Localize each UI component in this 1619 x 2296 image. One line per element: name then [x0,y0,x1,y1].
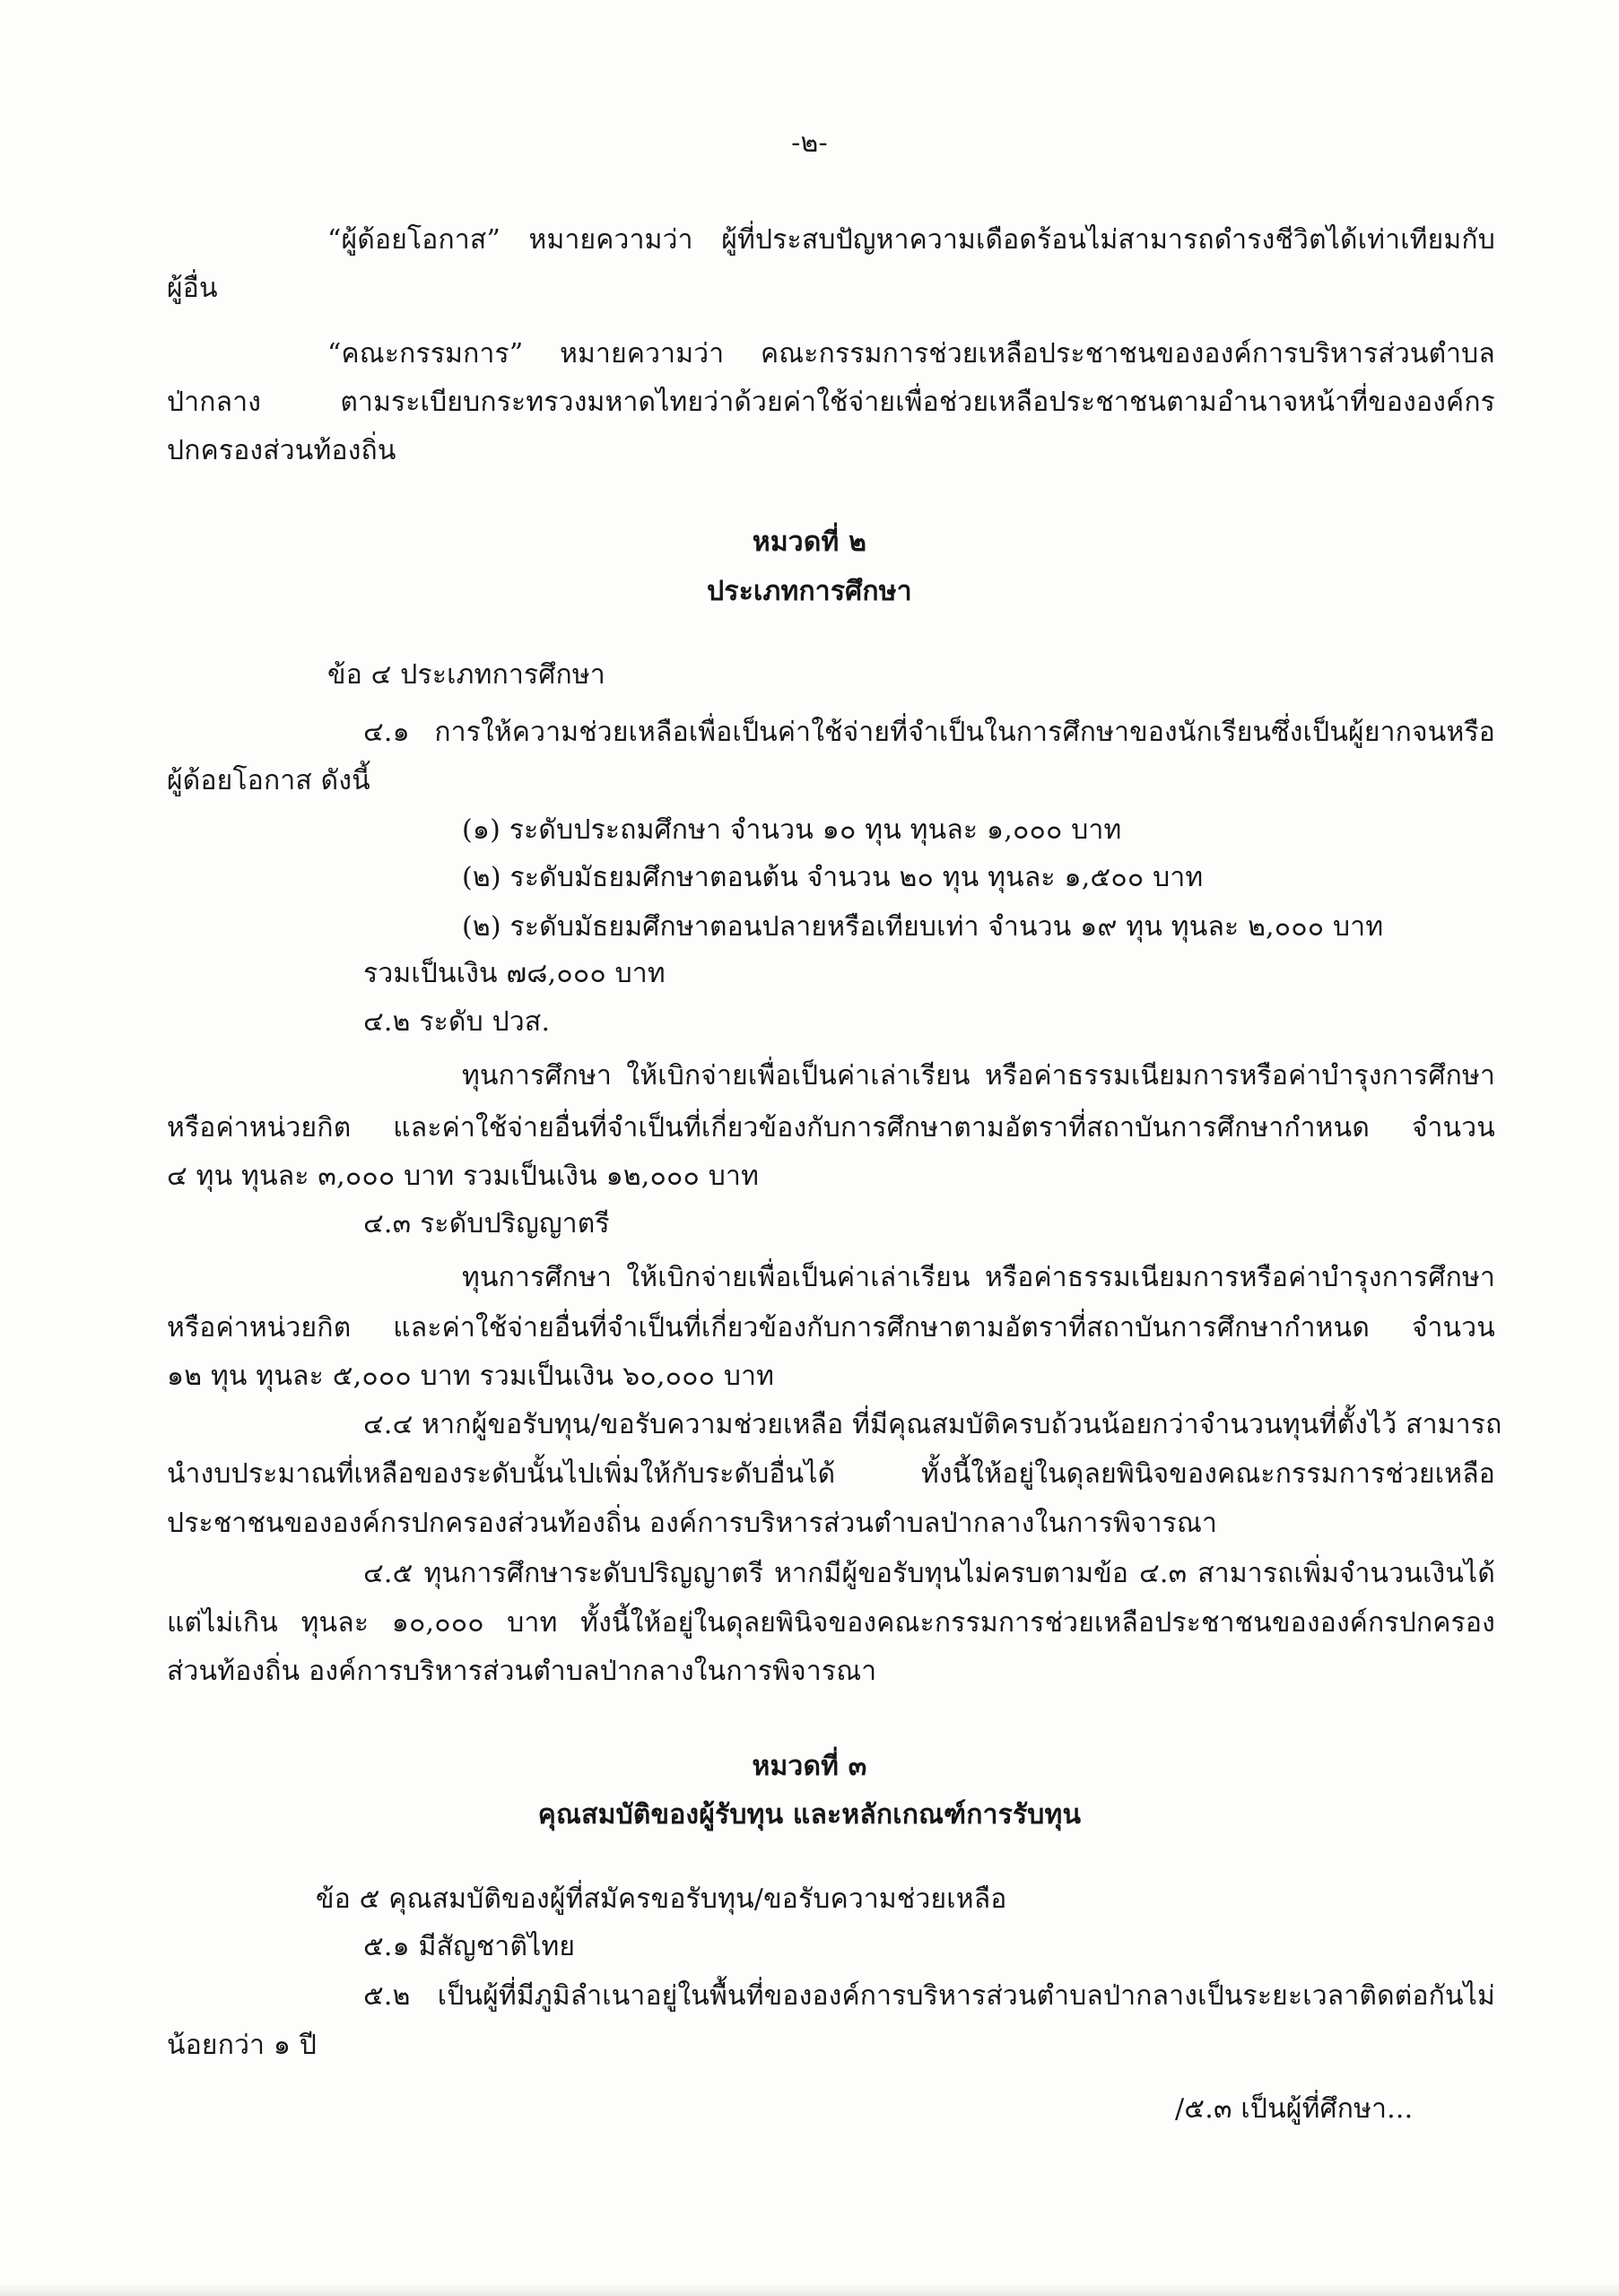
clause4-5-line3: ส่วนท้องถิ่น องค์การบริหารส่วนตำบลป่ากลางในการพิจารณา [167,1656,877,1687]
clause4-3-line1: ทุนการศึกษา ให้เบิกจ่ายเพื่อเป็นค่าเล่าเรียน หรือค่าธรรมเนียมการหรือค่าบำรุงการศึกษา [462,1262,1495,1293]
clause5-1: ๕.๑ มีสัญชาติไทย [363,1931,576,1962]
clause4-1-item: (๑) ระดับประถมศึกษา จำนวน ๑๐ ทุน ทุนละ ๑,๐๐๐ บาท [462,814,1122,846]
clause4-2-line3: ๔ ทุน ทุนละ ๓,๐๐๐ บาท รวมเป็นเงิน ๑๒,๐๐๐ บาท [167,1161,760,1192]
clause4-4-line3: ประชาชนขององค์กรปกครองส่วนท้องถิ่น องค์การบริหารส่วนตำบลป่ากลางในการพิจารณา [167,1508,1218,1539]
clause4-5-line1: ๔.๕ ทุนการศึกษาระดับปริญญาตรี หากมีผู้ขอรับทุนไม่ครบตามข้อ ๔.๓ สามารถเพิ่มจำนวนเงินได้ [363,1558,1495,1589]
continuation-note: /๕.๓ เป็นผู้ที่ศึกษา... [1175,2093,1414,2125]
clause4-3-line2: หรือค่าหน่วยกิต และค่าใช้จ่ายอื่นที่จำเป็นที่เกี่ยวข้องกับการศึกษาตามอัตราที่สถาบันการศึกษากำหนด จำนวน [167,1312,1495,1344]
clause4-1-line1: ๔.๑ การให้ความช่วยเหลือเพื่อเป็นค่าใช้จ่ายที่จำเป็นในการศึกษาของนักเรียนซึ่งเป็นผู้ยากจนหรือ [363,717,1495,748]
clause4-1-item: (๒) ระดับมัธยมศึกษาตอนปลายหรือเทียบเท่า จำนวน ๑๙ ทุน ทุนละ ๒,๐๐๐ บาท [462,911,1384,943]
chapter3-title: คุณสมบัติของผู้รับทุน และหลักเกณฑ์การรับทุน [537,1799,1082,1831]
definition-disadvantaged-line1: “ผู้ด้อยโอกาส” หมายความว่า ผู้ที่ประสบปัญหาความเดือดร้อนไม่สามารถดำรงชีวิตได้เท่าเทียมกับ [327,224,1495,256]
definition-committee-line3: ปกครองส่วนท้องถิ่น [167,435,396,466]
clause5-title: ข้อ ๕ คุณสมบัติของผู้ที่สมัครขอรับทุน/ขอรับความช่วยเหลือ [316,1883,1007,1915]
clause4-5-line2: แต่ไม่เกิน ทุนละ ๑๐,๐๐๐ บาท ทั้งนี้ให้อยู่ในดุลยพินิจของคณะกรรมการช่วยเหลือประชาชนขององค์กรปกครอง [167,1607,1495,1639]
clause4-title: ข้อ ๔ ประเภทการศึกษา [327,659,605,691]
clause4-2-line1: ทุนการศึกษา ให้เบิกจ่ายเพื่อเป็นค่าเล่าเรียน หรือค่าธรรมเนียมการหรือค่าบำรุงการศึกษา [462,1060,1495,1091]
clause5-2-line1: ๕.๒ เป็นผู้ที่มีภูมิลำเนาอยู่ในพื้นที่ขององค์การบริหารส่วนตำบลป่ากลางเป็นระยะเวลาติดต่อกันไม่ [363,1980,1495,2012]
clause4-3-title: ๔.๓ ระดับปริญญาตรี [363,1208,610,1239]
clause4-4-line2: นำงบประมาณที่เหลือของระดับนั้นไปเพิ่มให้กับระดับอื่นได้ ทั้งนี้ให้อยู่ในดุลยพินิจของคณะกรรมการช่วยเหลือ [167,1458,1495,1490]
definition-disadvantaged-line2: ผู้อื่น [167,273,218,304]
clause4-1-item: (๒) ระดับมัธยมศึกษาตอนต้น จำนวน ๒๐ ทุน ทุนละ ๑,๕๐๐ บาท [462,862,1204,893]
clause4-2-line2: หรือค่าหน่วยกิต และค่าใช้จ่ายอื่นที่จำเป็นที่เกี่ยวข้องกับการศึกษาตามอัตราที่สถาบันการศึกษากำหนด จำนวน [167,1112,1495,1144]
page-number: -๒- [791,127,828,159]
definition-committee-line1: “คณะกรรมการ” หมายความว่า คณะกรรมการช่วยเหลือประชาชนขององค์การบริหารส่วนตำบล [327,338,1495,370]
clause5-2-line2: น้อยกว่า ๑ ปี [167,2030,318,2061]
chapter2-title: ประเภทการศึกษา [707,576,912,607]
scan-bottom-edge [0,2283,1619,2296]
clause4-1-line2: ผู้ด้อยโอกาส ดังนี้ [167,765,370,796]
chapter3-heading: หมวดที่ ๓ [752,1751,867,1782]
definition-committee-line2: ป่ากลาง ตามระเบียบกระทรวงมหาดไทยว่าด้วยค่าใช้จ่ายเพื่อช่วยเหลือประชาชนตามอำนาจหน้าที่ขององค์กร [167,387,1495,418]
clause4-1-total: รวมเป็นเงิน ๗๘,๐๐๐ บาท [363,958,666,989]
chapter2-heading: หมวดที่ ๒ [752,526,867,558]
clause4-4-line1: ๔.๔ หากผู้ขอรับทุน/ขอรับความช่วยเหลือ ที่มีคุณสมบัติครบถ้วนน้อยกว่าจำนวนทุนที่ตั้งไว้ สามารถ [363,1409,1502,1440]
clause4-3-line3: ๑๒ ทุน ทุนละ ๕,๐๐๐ บาท รวมเป็นเงิน ๖๐,๐๐๐ บาท [167,1361,775,1392]
clause4-2-title: ๔.๒ ระดับ ปวส. [363,1006,551,1038]
